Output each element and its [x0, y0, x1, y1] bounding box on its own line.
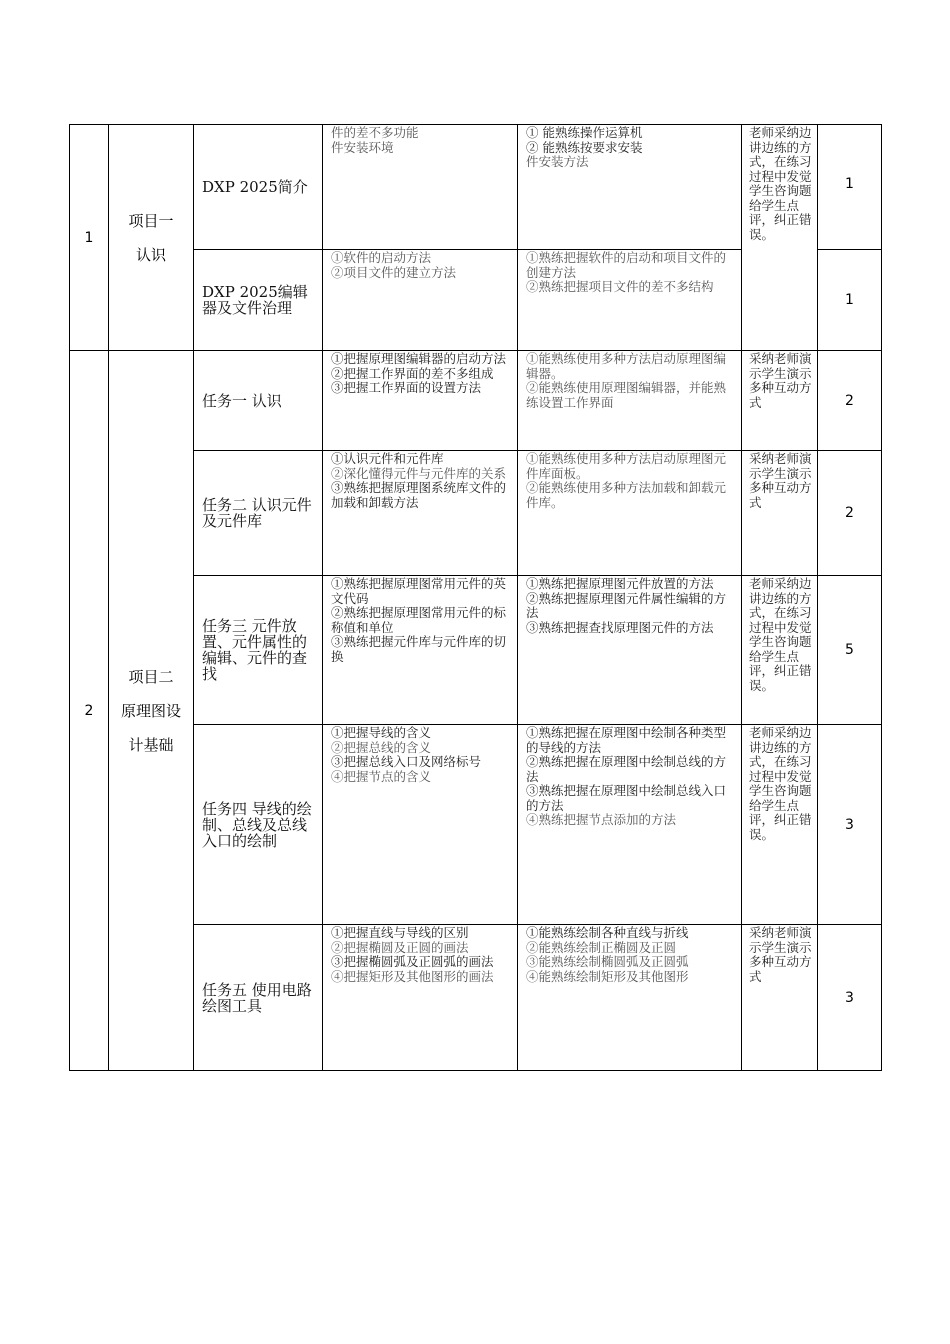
hours-cell: 2 — [818, 351, 882, 451]
task-name: DXP 2025编辑器及文件治理 — [194, 250, 323, 351]
skills-cell: ①熟练把握在原理图中绘制各种类型的导线的方法 ②熟练把握在原理图中绘制总线的方法 ③熟练把握在原理图中绘制总线入口的方法 ④熟练把握节点添加的方法 — [518, 725, 742, 925]
task-name: 任务一 认识 — [194, 351, 323, 451]
skills-cell: ①能熟练使用多种方法启动原理图元件库面板。 ②能熟练使用多种方法加载和卸载元件库。 — [518, 451, 742, 576]
skills-cell: ①熟练把握软件的启动和项目文件的创建方法 ②熟练把握项目文件的差不多结构 — [518, 250, 742, 351]
teaching-method: 老师采纳边讲边练的方式，在练习过程中发觉学生咨询题给学生点评，纠正错误。 — [742, 125, 818, 351]
task-name: 任务四 导线的绘制、总线及总线入口的绘制 — [194, 725, 323, 925]
project-name: 项目二 原理图设 计基础 — [109, 351, 194, 1071]
hours-cell: 5 — [818, 576, 882, 725]
task-name: 任务三 元件放置、元件属性的编辑、元件的查找 — [194, 576, 323, 725]
project-name: 项目一 认识 — [109, 125, 194, 351]
row-number: 1 — [70, 125, 109, 351]
teaching-method: 采纳老师演示学生演示多种互动方式 — [742, 351, 818, 451]
knowledge-cell: ①把握直线与导线的区别 ②把握椭圆及正圆的画法 ③把握椭圆弧及正圆弧的画法 ④把握矩形及其他图形的画法 — [323, 925, 518, 1071]
teaching-method: 采纳老师演示学生演示多种互动方式 — [742, 451, 818, 576]
knowledge-cell: ①把握原理图编辑器的启动方法 ②把握工作界面的差不多组成 ③把握工作界面的设置方法 — [323, 351, 518, 451]
curriculum-table — [69, 124, 882, 1071]
teaching-method: 老师采纳边讲边练的方式，在练习过程中发觉学生咨询题给学生点评，纠正错误。 — [742, 576, 818, 725]
knowledge-cell: ①认识元件和元件库 ②深化懂得元件与元件库的关系 ③熟练把握原理图系统库文件的加载和卸载方法 — [323, 451, 518, 576]
skills-cell: ①能熟练绘制各种直线与折线 ②能熟练绘制正椭圆及正圆 ③能熟练绘制椭圆弧及正圆弧 ④能熟练绘制矩形及其他图形 — [518, 925, 742, 1071]
row-number: 2 — [70, 351, 109, 1071]
hours-cell: 3 — [818, 925, 882, 1071]
hours-cell: 1 — [818, 125, 882, 250]
knowledge-cell: ①把握导线的含义 ②把握总线的含义 ③把握总线入口及网络标号 ④把握节点的含义 — [323, 725, 518, 925]
knowledge-cell: ①软件的启动方法 ②项目文件的建立方法 — [323, 250, 518, 351]
table-row — [70, 351, 882, 451]
knowledge-cell: 件的差不多功能 件安装环境 — [323, 125, 518, 250]
hours-cell: 1 — [818, 250, 882, 351]
teaching-method: 老师采纳边讲边练的方式，在练习过程中发觉学生咨询题给学生点评，纠正错误。 — [742, 725, 818, 925]
task-name: DXP 2025简介 — [194, 125, 323, 250]
task-name: 任务二 认识元件及元件库 — [194, 451, 323, 576]
teaching-method: 采纳老师演示学生演示多种互动方式 — [742, 925, 818, 1071]
hours-cell: 2 — [818, 451, 882, 576]
task-name: 任务五 使用电路绘图工具 — [194, 925, 323, 1071]
table-row — [70, 125, 882, 250]
skills-cell: ①熟练把握原理图元件放置的方法 ②熟练把握原理图元件属性编辑的方法 ③熟练把握查找原理图元件的方法 — [518, 576, 742, 725]
hours-cell: 3 — [818, 725, 882, 925]
skills-cell: ①能熟练使用多种方法启动原理图编辑器。 ②能熟练使用原理图编辑器，并能熟练设置工作界面 — [518, 351, 742, 451]
skills-cell: ① 能熟练操作运算机 ② 能熟练按要求安装 件安装方法 — [518, 125, 742, 250]
knowledge-cell: ①熟练把握原理图常用元件的英文代码 ②熟练把握原理图常用元件的标称值和单位 ③熟练把握元件库与元件库的切换 — [323, 576, 518, 725]
